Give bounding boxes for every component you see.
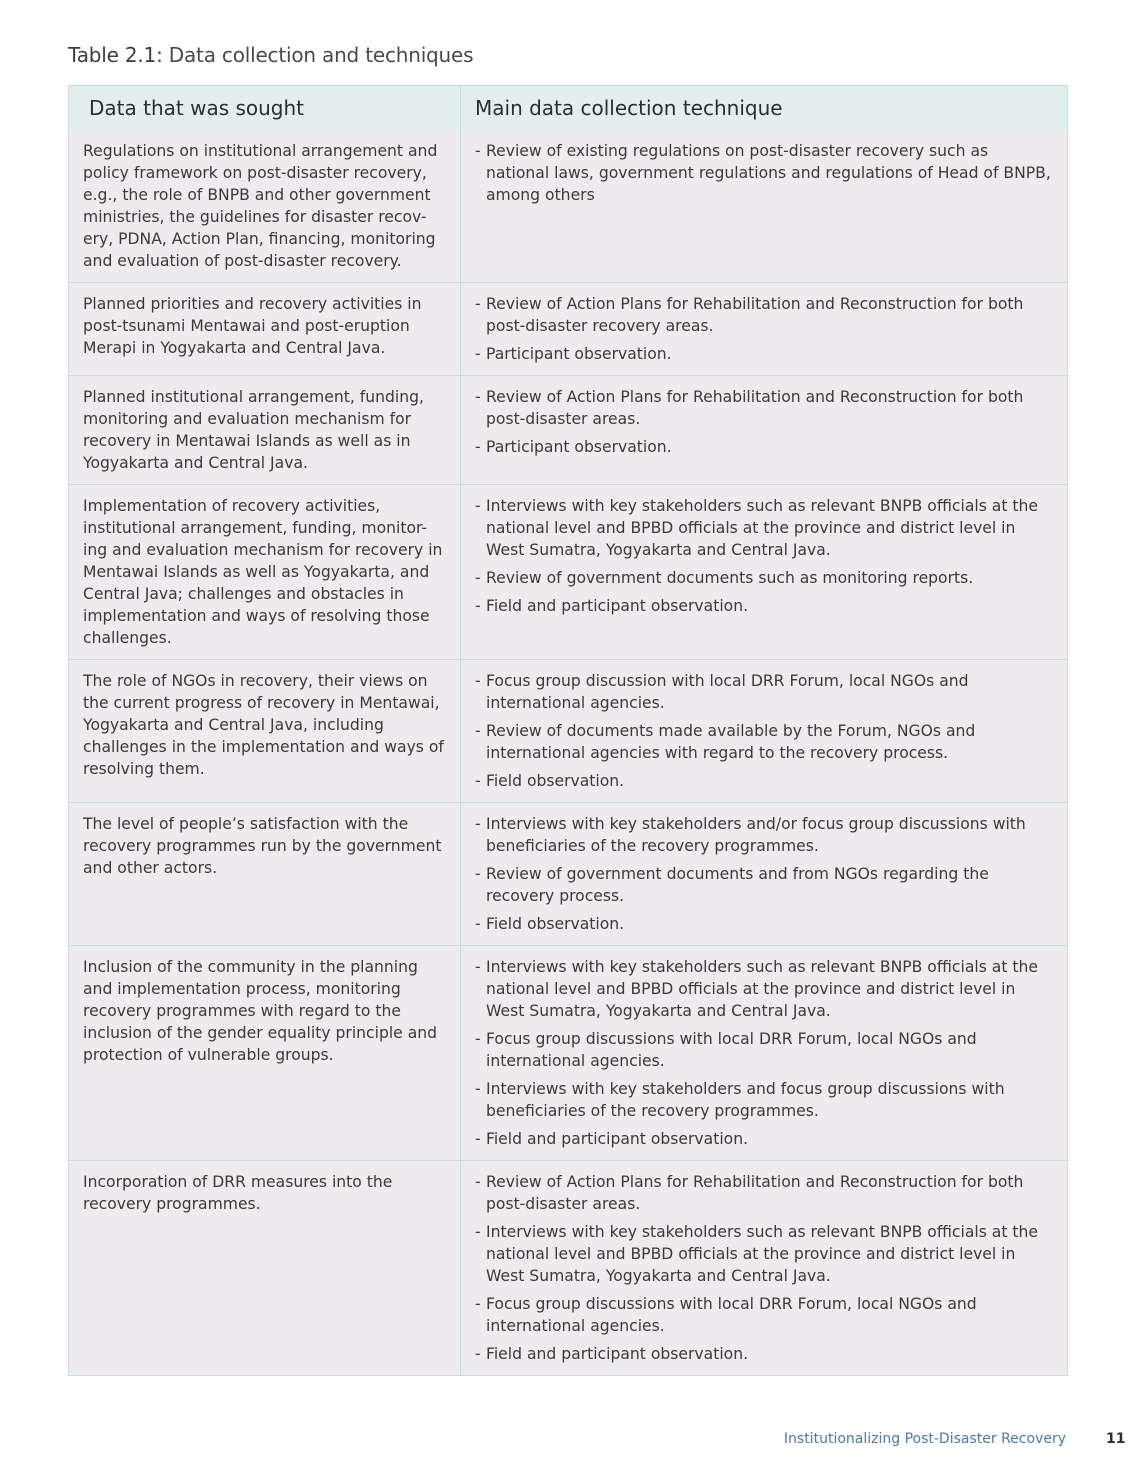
column-header-technique: Main data collection technique: [475, 96, 783, 120]
technique-item: - Interviews with key stakeholders such as relevant BNPB officials at the national level and BPBD officials at the province and district level in West Sumatra, Yogyakarta and Central Java.: [475, 495, 1053, 561]
table-caption-title: Data collection and techniques: [168, 43, 474, 67]
cell-techniques: [461, 803, 1067, 945]
cell-data-sought: Incorporation of DRR measures into the recovery programmes.: [69, 1161, 461, 1375]
cell-data-sought: The level of people’s satisfaction with the recovery programmes run by the government and other actors.: [69, 803, 461, 945]
column-header-data-sought: Data that was sought: [69, 86, 461, 130]
technique-item: - Review of existing regulations on post-disaster recovery such as national laws, government regulations and regulations of Head of BNPB, among others: [475, 140, 1053, 206]
table-row: [69, 659, 1067, 802]
cell-techniques: [461, 283, 1067, 375]
footer-book-title: Institutionalizing Post-Disaster Recovery: [783, 1431, 1066, 1447]
table-row: [69, 484, 1067, 659]
cell-data-sought: Regulations on institutional arrangement and policy framework on post-disaster recovery, e.g., the role of BNPB and other government ministries, the guidelines for disaster recov-ery, PDNA, Action Plan, financing, monitoring and evaluation of post-disaster recovery.: [69, 130, 461, 282]
cell-techniques: [461, 660, 1067, 802]
technique-item: - Participant observation.: [475, 436, 1053, 458]
cell-techniques: [461, 485, 1067, 659]
cell-techniques: [461, 130, 1067, 282]
cell-data-sought: Planned priorities and recovery activities in post-tsunami Mentawai and post-eruption Merapi in Yogyakarta and Central Java.: [69, 283, 461, 375]
technique-item: - Review of Action Plans for Rehabilitation and Reconstruction for both post-disaster recovery areas.: [475, 293, 1053, 337]
technique-item: - Interviews with key stakeholders and/or focus group discussions with beneficiaries of the recovery programmes.: [475, 813, 1053, 857]
table-row: [69, 375, 1067, 484]
table-row: [69, 282, 1067, 375]
cell-techniques: [461, 376, 1067, 484]
technique-item: - Review of documents made available by the Forum, NGOs and international agencies with regard to the recovery process.: [475, 720, 1053, 764]
cell-techniques: [461, 1161, 1067, 1375]
technique-item: - Field observation.: [475, 913, 1053, 935]
technique-item: - Interviews with key stakeholders such as relevant BNPB officials at the national level and BPBD officials at the province and district level in West Sumatra, Yogyakarta and Central Java.: [475, 956, 1053, 1022]
cell-techniques: [461, 946, 1067, 1160]
technique-item: - Participant observation.: [475, 343, 1053, 365]
table-body: [69, 130, 1067, 1375]
technique-item: - Focus group discussion with local DRR Forum, local NGOs and international agencies.: [475, 670, 1053, 714]
table-row: [69, 802, 1067, 945]
data-collection-table: [68, 85, 1068, 1376]
table-row: [69, 1160, 1067, 1375]
technique-item: - Field observation.: [475, 770, 1053, 792]
table-row: [69, 945, 1067, 1160]
cell-data-sought: Inclusion of the community in the planning and implementation process, monitoring recovery programmes with regard to the inclusion of the gender equality principle and protection of vulnerable groups.: [69, 946, 461, 1160]
technique-item: - Field and participant observation.: [475, 1343, 1053, 1365]
technique-item: - Interviews with key stakeholders such as relevant BNPB officials at the national level and BPBD officials at the province and district level in West Sumatra, Yogyakarta and Central Java.: [475, 1221, 1053, 1287]
table-header-row: [69, 86, 1067, 130]
technique-item: - Field and participant observation.: [475, 595, 1053, 617]
technique-item: - Review of Action Plans for Rehabilitation and Reconstruction for both post-disaster areas.: [475, 386, 1053, 430]
cell-data-sought: Planned institutional arrangement, funding, monitoring and evaluation mechanism for recovery in Mentawai Islands as well as in Yogyakarta and Central Java.: [69, 376, 461, 484]
technique-item: - Review of Action Plans for Rehabilitation and Reconstruction for both post-disaster areas.: [475, 1171, 1053, 1215]
technique-item: - Field and participant observation.: [475, 1128, 1053, 1150]
technique-item: - Interviews with key stakeholders and focus group discussions with beneficiaries of the recovery programmes.: [475, 1078, 1053, 1122]
technique-item: - Review of government documents such as monitoring reports.: [475, 567, 1053, 589]
technique-item: - Review of government documents and from NGOs regarding the recovery process.: [475, 863, 1053, 907]
table-row: [69, 130, 1067, 282]
table-caption: [68, 43, 473, 67]
page-number: 11: [1106, 1431, 1126, 1447]
cell-data-sought: The role of NGOs in recovery, their views on the current progress of recovery in Mentawai, Yogyakarta and Central Java, including challenges in the implementation and ways of resolving them.: [69, 660, 461, 802]
table-caption-label: Table 2.1:: [68, 43, 163, 67]
cell-data-sought: Implementation of recovery activities, institutional arrangement, funding, monitor-ing and evaluation mechanism for recovery in Mentawai Islands as well as Yogyakarta, and Central Java; challenges and obstacles in implementation and ways of resolving those challenges.: [69, 485, 461, 659]
technique-item: - Focus group discussions with local DRR Forum, local NGOs and international agencies.: [475, 1293, 1053, 1337]
technique-item: - Focus group discussions with local DRR Forum, local NGOs and international agencies.: [475, 1028, 1053, 1072]
